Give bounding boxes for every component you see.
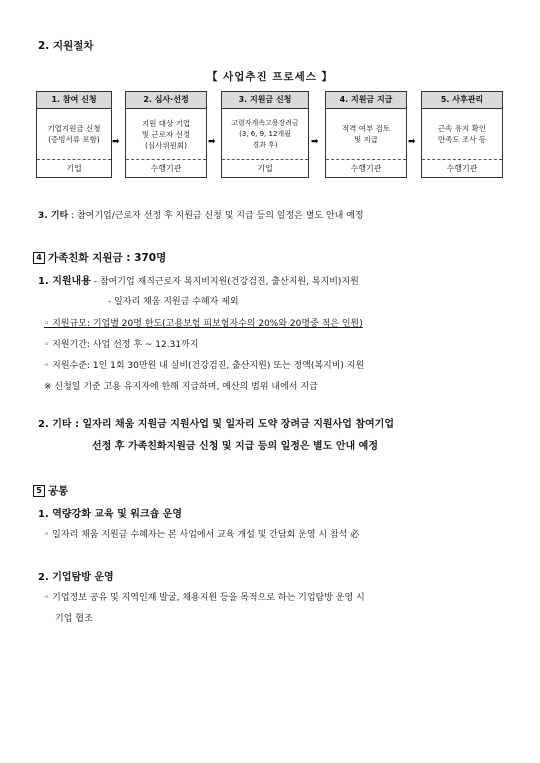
step-body: 근속 유지 확인 만족도 조사 등 (422, 109, 502, 160)
support-content-text: - 참여기업 재직근로자 복지비지원(건강검진, 출산지원, 복지비)지원 (90, 277, 359, 287)
process-title: 【 사업추진 프로세스 】 (206, 71, 334, 83)
step-body: 기업지원금 신청 (증빙서류 포함) (37, 109, 111, 160)
step-head: 1. 참여 신청 (37, 92, 111, 109)
step-foot: 수행기관 (350, 164, 382, 173)
section-4-etc-line-2: 선정 후 가족친화지원금 신청 및 지급 등의 일정은 별도 안내 예정 (92, 441, 378, 452)
step-foot: 기업 (257, 164, 273, 173)
step-head: 5. 사후관리 (422, 92, 502, 109)
support-period: ◦ 지원기간: 사업 선정 후 ~ 12.31까지 (44, 340, 199, 350)
support-scale: ◦ 지원규모: 기업별 20명 한도(고용보험 피보험자수의 20%와 20명중 적은 인원) (44, 319, 363, 329)
section-4-heading (33, 250, 166, 265)
support-content-label: 1. 지원내용 (38, 276, 91, 287)
section-5-heading (33, 483, 68, 498)
section-3-etc (38, 208, 364, 221)
section-4-etc-line-1: 2. 기타 : 일자리 채움 지원금 지원사업 및 일자리 도약 장려금 지원사업 참여기업 (38, 419, 394, 430)
support-level: ◦ 지원수준: 1인 1회 30만원 내 실비(건강검진, 출산지원) 또는 정액(복지비) 지원 (44, 361, 365, 371)
section-4-title: 가족친화 지원금 : 370명 (48, 252, 167, 264)
common-item-1-text: ◦ 일자리 채움 지원금 수혜자는 본 사업에서 교육 개설 및 간담회 운영 시 참석 必 (44, 530, 360, 540)
section-3-text: : 참여기업/근로자 선정 후 지원금 신청 및 지급 등의 일정은 별도 안내 예정 (68, 211, 364, 221)
support-content-exclusion: - 일자리 채움 지원금 수혜자 제외 (108, 297, 239, 307)
common-item-2-text-2: 기업 협조 (55, 614, 93, 624)
process-step-4 (325, 91, 407, 178)
section-3-label: 3. 기타 (38, 211, 69, 221)
process-step-5 (421, 91, 503, 178)
step-body: 적격 여부 검토 및 지급 (326, 109, 406, 160)
common-item-1-title: 1. 역량강화 교육 및 워크숍 운영 (38, 509, 183, 520)
step-foot: 수행기관 (446, 164, 478, 173)
common-item-2-title: 2. 기업탐방 운영 (38, 572, 114, 583)
process-step-3 (221, 91, 309, 178)
support-content (38, 272, 359, 287)
arrow-right-icon: ➡ (112, 137, 120, 147)
step-foot: 기업 (66, 164, 82, 173)
step-head: 4. 지원금 지급 (326, 92, 406, 109)
section-4-number: 4 (33, 252, 45, 264)
common-item-2-text-1: ◦ 기업정보 공유 및 지역인재 발굴, 채용지원 등을 목적으로 하는 기업탐방 운영 시 (44, 593, 365, 603)
arrow-right-icon: ➡ (311, 137, 319, 147)
section-5-title: 공통 (48, 485, 69, 497)
section-5-number: 5 (33, 485, 45, 497)
step-body: 지원 대상 기업 및 근로자 선정 (심사위원회) (126, 109, 206, 160)
step-body: 고령자계속고용장려금 (3, 6, 9, 12개월 경과 후) (222, 109, 308, 160)
support-note: ※ 신청일 기준 고용 유지자에 한해 지급하며, 예산의 범위 내에서 지급 (44, 382, 318, 392)
section-2-title: 2. 지원절차 (38, 40, 94, 52)
step-head: 2. 심사·선정 (126, 92, 206, 109)
step-foot: 수행기관 (150, 164, 182, 173)
arrow-right-icon: ➡ (408, 137, 416, 147)
process-step-2 (125, 91, 207, 178)
step-head: 3. 지원금 신청 (222, 92, 308, 109)
arrow-right-icon: ➡ (208, 137, 216, 147)
process-step-1 (36, 91, 112, 178)
